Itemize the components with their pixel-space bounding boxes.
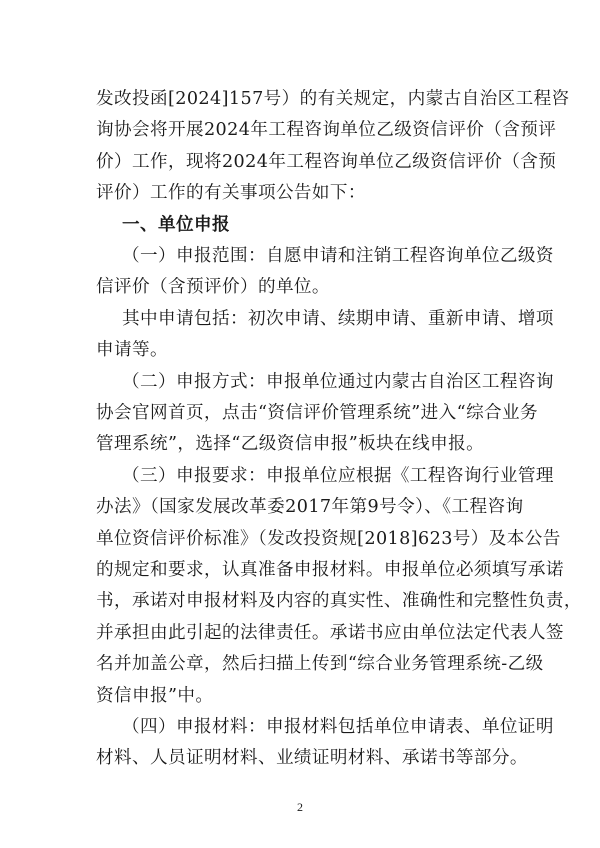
paragraph-requirements-line-5: 书，承诺对申报材料及内容的真实性、准确性和完整性负责，: [96, 591, 582, 612]
paragraph-scope-line-1: （一）申报范围：自愿申请和注销工程咨询单位乙级资: [122, 246, 554, 266]
paragraph-method-line-3: 管理系统”，选择“乙级资信申报”板块在线申报。: [96, 434, 485, 455]
page-number: 2: [297, 800, 303, 814]
paragraph-method-line-1: （二）申报方式：申报单位通过内蒙古自治区工程咨询: [122, 371, 554, 392]
paragraph-application-types-line-1: 其中申请包括：初次申请、续期申请、重新申请、增项: [122, 308, 554, 329]
paragraph-requirements-line-8: 资信申报”中。: [96, 685, 214, 706]
paragraph-application-types-line-2: 申请等。: [96, 340, 168, 361]
paragraph-intro-line-4: 评价）工作的有关事项公告如下：: [96, 183, 366, 204]
paragraph-intro-line-2: 询协会将开展2024年工程咨询单位乙级资信评价（含预评: [96, 120, 557, 141]
paragraph-materials-line-2: 材料、人员证明材料、业绩证明材料、承诺书等部分。: [96, 748, 528, 769]
paragraph-requirements-line-2: 办法》（国家发展改革委2017年第9号令）、《工程咨询: [96, 497, 524, 518]
paragraph-scope-line-2: 信评价（含预评价）的单位。: [96, 277, 330, 298]
section-heading-unit-application: 一、单位申报: [122, 214, 230, 235]
paragraph-requirements-line-6: 并承担由此引起的法律责任。承诺书应由单位法定代表人签: [96, 622, 564, 643]
paragraph-intro-line-1: 发改投函[2024]157号）的有关规定，内蒙古自治区工程咨: [96, 89, 570, 109]
paragraph-requirements-line-4: 的规定和要求，认真准备申报材料。申报单位必须填写承诺: [96, 560, 564, 580]
paragraph-method-line-2: 协会官网首页，点击“资信评价管理系统”进入“综合业务: [96, 403, 539, 423]
paragraph-materials-line-1: （四）申报材料：申报材料包括单位申请表、单位证明: [122, 717, 554, 737]
paragraph-requirements-line-7: 名并加盖公章，然后扫描上传到“综合业务管理系统-乙级: [96, 654, 544, 675]
paragraph-intro-line-3: 价）工作，现将2024年工程咨询单位乙级资信评价（含预: [96, 151, 557, 172]
paragraph-requirements-line-1: （三）申报要求：申报单位应根据《工程咨询行业管理: [122, 465, 554, 486]
paragraph-requirements-line-3: 单位资信评价标准》（发改投资规[2018]623号）及本公告: [96, 528, 561, 549]
